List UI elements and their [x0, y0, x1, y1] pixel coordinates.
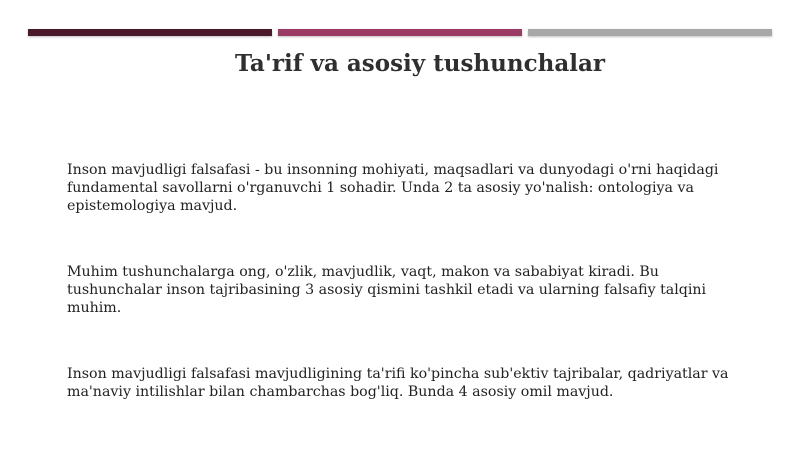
decor-bar-magenta [278, 29, 522, 36]
paragraph-definition: Inson mavjudligi falsafasi - bu insonning mohiyati, maqsadlari va dunyodagi o'rni haqidagi fundamental savollarni o'rganuvchi 1 sohadir. Unda 2 ta asosiy yo'nalish: ontologiya va epistemologiya mavjud. [67, 162, 719, 215]
decor-bar-gray [528, 29, 772, 36]
slide-title: Ta'rif va asosiy tushunchalar [235, 50, 605, 77]
paragraph-factors: Inson mavjudligi falsafasi mavjudligining ta'rifi ko'pincha sub'ektiv tajribalar, qadriyatlar va ma'naviy intilishlar bilan chambarchas bog'liq. Bunda 4 asosiy omil mavjud. [67, 366, 729, 401]
paragraph-concepts: Muhim tushunchalarga ong, o'zlik, mavjudlik, vaqt, makon va sababiyat kiradi. Bu tushunchalar inson tajribasining 3 asosiy qismini tashkil etadi va ularning falsafiy talqini muhim. [67, 264, 707, 317]
header-decoration-bars [28, 29, 772, 37]
decor-bar-dark [28, 29, 272, 36]
